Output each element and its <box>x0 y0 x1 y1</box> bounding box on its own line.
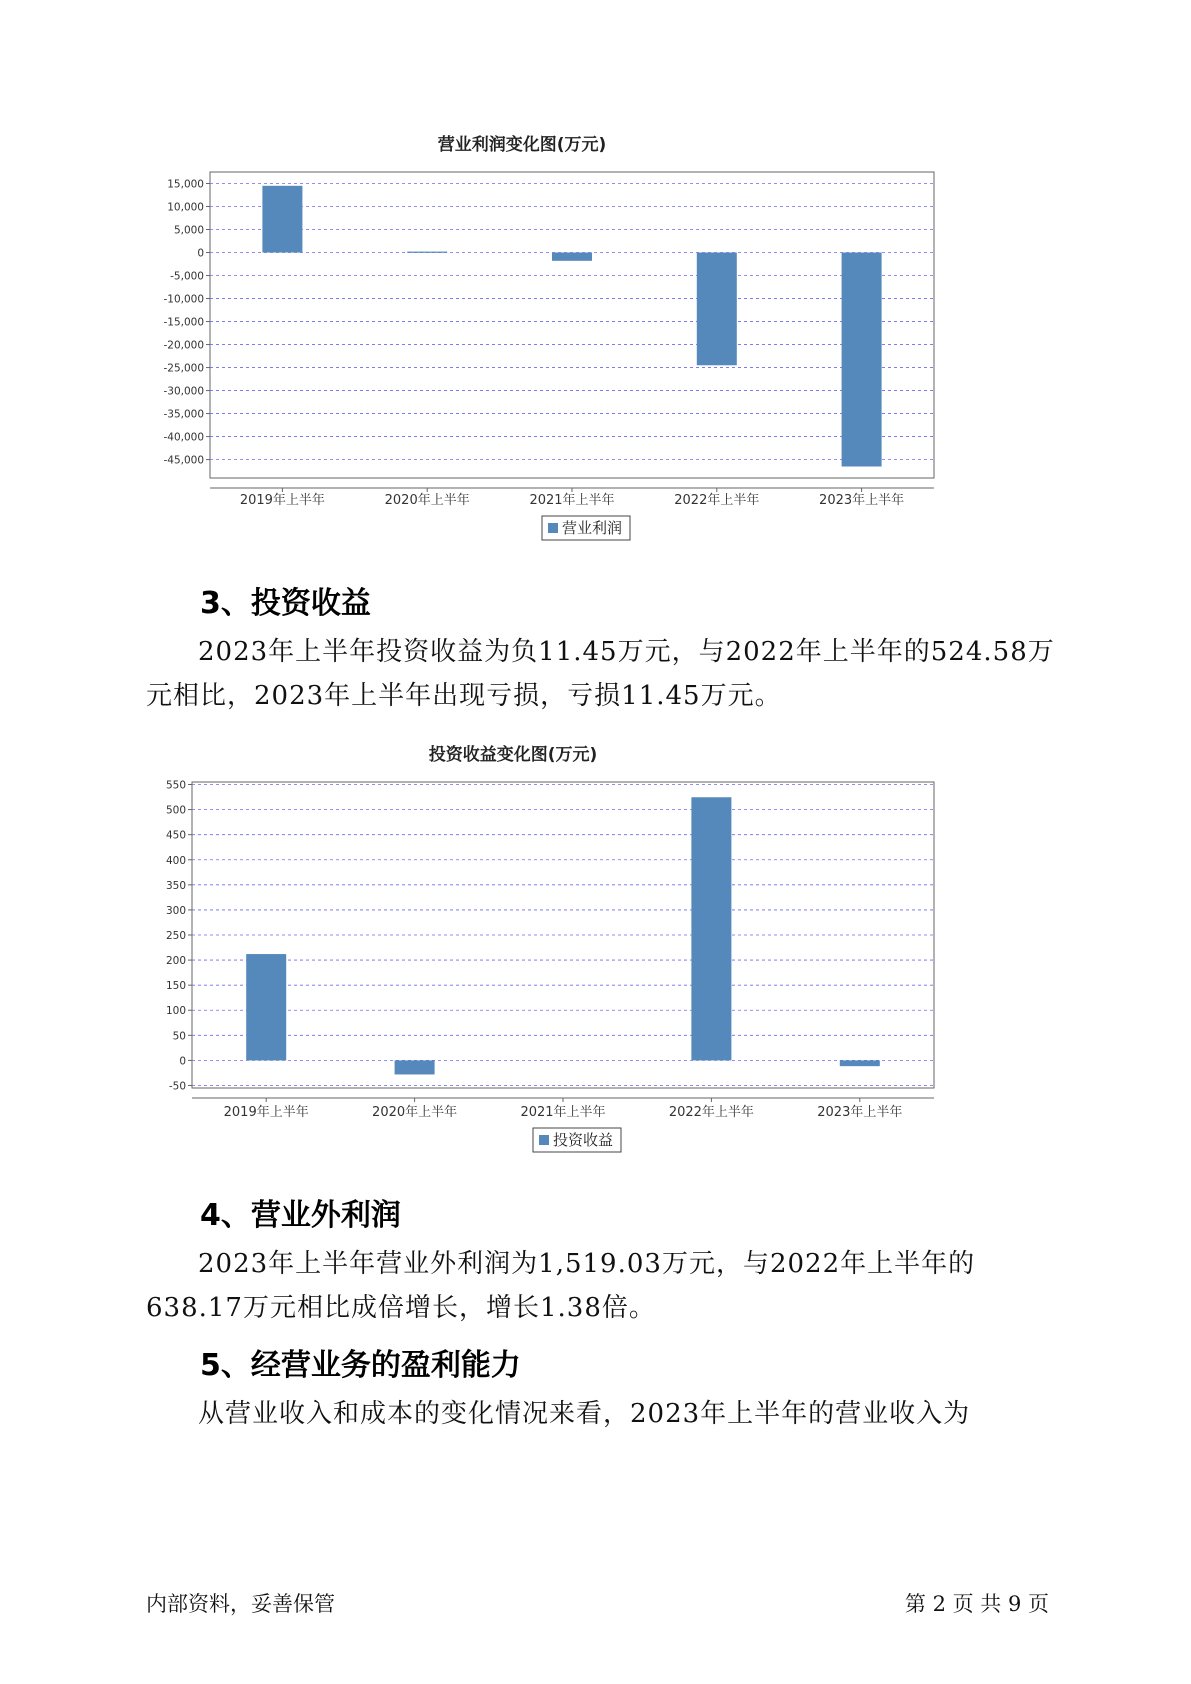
section-4-heading: 4、营业外利润 <box>200 1198 401 1233</box>
y-tick-label: -5,000 <box>170 270 204 283</box>
investment-income-chart <box>150 740 1030 1160</box>
operating-profit-chart <box>150 130 1030 590</box>
y-tick-label: 450 <box>165 829 186 842</box>
y-tick-label: 300 <box>165 904 186 917</box>
x-tick-label: 2023年上半年 <box>817 1105 903 1120</box>
y-tick-label: -40,000 <box>163 431 204 444</box>
plot-area <box>210 172 934 478</box>
y-tick-label: -35,000 <box>163 408 204 421</box>
chart-title: 营业利润变化图(万元) <box>437 135 607 155</box>
y-tick-label: 0 <box>179 1055 186 1068</box>
y-tick-label: 5,000 <box>173 224 204 237</box>
y-tick-label: -25,000 <box>163 362 204 375</box>
x-tick-label: 2020年上半年 <box>372 1105 458 1120</box>
y-tick-label: 10,000 <box>167 201 204 214</box>
x-tick-label: 2021年上半年 <box>520 1105 606 1120</box>
section-3-paragraph: 2023年上半年投资收益为负11.45万元，与2022年上半年的524.58万元相比，2023年上半年出现亏损，亏损11.45万元。 <box>146 637 1055 711</box>
y-tick-label: -20,000 <box>163 339 204 352</box>
y-tick-label: 250 <box>165 930 186 942</box>
bar-2020年上半年 <box>407 252 447 253</box>
footer-page-number: 第 2 页 共 9 页 <box>904 1592 1049 1616</box>
y-tick-label: -30,000 <box>163 385 204 398</box>
section-3-heading: 3、投资收益 <box>200 586 371 621</box>
section-5-heading: 5、经营业务的盈利能力 <box>200 1348 521 1383</box>
footer-confidential-note: 内部资料，妥善保管 <box>146 1592 335 1616</box>
chart-legend <box>542 516 630 540</box>
section-5-paragraph: 从营业收入和成本的变化情况来看，2023年上半年的营业收入为 <box>198 1399 971 1429</box>
section-4-paragraph: 2023年上半年营业外利润为1,519.03万元，与2022年上半年的638.17万元相比成倍增长，增长1.38倍。 <box>146 1249 976 1323</box>
y-tick-label: 0 <box>197 247 204 260</box>
legend-label: 投资收益 <box>553 1131 614 1149</box>
investment-income-chart-svg <box>150 740 1030 1160</box>
x-tick-label: 2023年上半年 <box>819 493 905 508</box>
y-tick-label: 50 <box>172 1030 186 1043</box>
x-tick-label: 2020年上半年 <box>384 493 470 508</box>
y-tick-label: 550 <box>165 779 186 792</box>
operating-profit-chart-svg <box>150 130 1030 590</box>
x-tick-label: 2019年上半年 <box>223 1105 309 1120</box>
legend-swatch <box>539 1135 549 1145</box>
legend-swatch <box>548 523 558 533</box>
legend-label: 营业利润 <box>562 519 623 537</box>
x-tick-label: 2019年上半年 <box>239 493 325 508</box>
y-tick-label: 200 <box>165 955 186 968</box>
bar-2023年上半年 <box>840 1060 880 1066</box>
bar-2021年上半年 <box>552 253 592 261</box>
bar-2019年上半年 <box>246 954 286 1060</box>
y-tick-label: 100 <box>165 1005 186 1018</box>
y-tick-label: -15,000 <box>163 316 204 329</box>
y-tick-label: -10,000 <box>163 293 204 306</box>
y-tick-label: 350 <box>165 879 186 892</box>
bar-2023年上半年 <box>842 253 882 467</box>
y-tick-label: 400 <box>165 854 186 867</box>
x-tick-label: 2022年上半年 <box>674 493 760 508</box>
y-tick-label: 150 <box>165 980 186 993</box>
y-tick-label: -45,000 <box>163 454 204 467</box>
x-tick-label: 2021年上半年 <box>529 493 615 508</box>
chart-legend <box>533 1128 621 1152</box>
bar-2020年上半年 <box>395 1060 435 1074</box>
bar-2022年上半年 <box>691 797 731 1060</box>
y-tick-label: 500 <box>165 804 186 817</box>
y-tick-label: -50 <box>168 1080 186 1093</box>
chart-title: 投资收益变化图(万元) <box>428 745 598 765</box>
bar-2022年上半年 <box>697 253 737 366</box>
y-tick-label: 15,000 <box>167 178 204 191</box>
bar-2019年上半年 <box>262 186 302 253</box>
x-tick-label: 2022年上半年 <box>668 1105 754 1120</box>
